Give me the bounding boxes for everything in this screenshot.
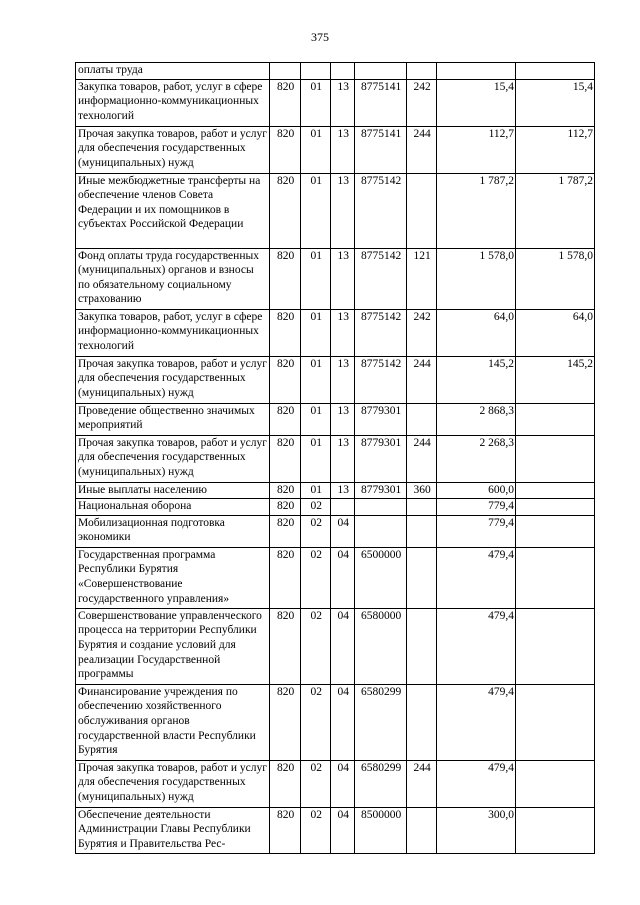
- row-csr: 8775142: [355, 248, 407, 309]
- row-rz: 01: [301, 126, 331, 173]
- row-sum1: 2 868,3: [437, 403, 516, 435]
- table-body: [76, 63, 595, 854]
- row-rz: 02: [301, 760, 331, 807]
- row-vr: 244: [407, 760, 437, 807]
- row-name: Прочая закупка товаров, работ и услуг для обеспечения государственных (муниципальных) нужд: [76, 435, 270, 482]
- row-pr: 04: [331, 760, 355, 807]
- row-rz: 02: [301, 515, 331, 547]
- row-ved: 820: [270, 760, 301, 807]
- table-row: [76, 608, 595, 684]
- row-sum2: 15,4: [516, 79, 595, 126]
- row-ved: 820: [270, 807, 301, 853]
- row-vr: [407, 403, 437, 435]
- row-csr: 8500000: [355, 807, 407, 853]
- row-vr: 244: [407, 435, 437, 482]
- row-sum1: 479,4: [437, 684, 516, 760]
- row-rz: 01: [301, 309, 331, 356]
- row-ved: 820: [270, 547, 301, 608]
- row-name: Финансирование учреждения по обеспечению хозяйственного обслуживания органов государственной власти Республики Бурятия: [76, 684, 270, 760]
- row-vr: 242: [407, 79, 437, 126]
- row-csr: 8779301: [355, 482, 407, 499]
- row-sum1: 64,0: [437, 309, 516, 356]
- row-ved: 820: [270, 499, 301, 516]
- row-sum2: 1 787,2: [516, 173, 595, 248]
- row-sum2: 112,7: [516, 126, 595, 173]
- row-vr: [407, 608, 437, 684]
- row-sum2: 64,0: [516, 309, 595, 356]
- row-csr: 6580000: [355, 608, 407, 684]
- row-sum1: 112,7: [437, 126, 516, 173]
- row-ved: 820: [270, 126, 301, 173]
- row-pr: 04: [331, 547, 355, 608]
- row-csr: [355, 499, 407, 516]
- table-row: [76, 515, 595, 547]
- row-ved: 820: [270, 515, 301, 547]
- table-row: [76, 547, 595, 608]
- row-pr: 04: [331, 684, 355, 760]
- row-name: Обеспечение деятельности Администрации Главы Республики Бурятия и Правительства Рес-: [76, 807, 270, 853]
- row-rz: 02: [301, 684, 331, 760]
- row-vr: [407, 499, 437, 516]
- row-sum2: [516, 807, 595, 853]
- table-row: [76, 684, 595, 760]
- row-name: Закупка товаров, работ, услуг в сфере информационно-коммуникационных технологий: [76, 309, 270, 356]
- row-sum2: [516, 684, 595, 760]
- row-ved: 820: [270, 482, 301, 499]
- row-sum1: 1 578,0: [437, 248, 516, 309]
- row-sum1: 600,0: [437, 482, 516, 499]
- row-sum2: [516, 547, 595, 608]
- row-csr: 8775141: [355, 79, 407, 126]
- row-csr: 8779301: [355, 435, 407, 482]
- row-ved: 820: [270, 79, 301, 126]
- table-row: [76, 173, 595, 248]
- row-name: Прочая закупка товаров, работ и услуг для обеспечения государственных (муниципальных) нужд: [76, 126, 270, 173]
- row-vr: [407, 807, 437, 853]
- row-vr: 242: [407, 309, 437, 356]
- row-ved: 820: [270, 173, 301, 248]
- row-vr: [407, 63, 437, 80]
- table-row: [76, 435, 595, 482]
- row-rz: 01: [301, 248, 331, 309]
- row-rz: 01: [301, 356, 331, 403]
- row-ved: [270, 63, 301, 80]
- row-csr: 6500000: [355, 547, 407, 608]
- row-name: Фонд оплаты труда государственных (муниципальных) органов и взносы по обязательному социальному страхованию: [76, 248, 270, 309]
- row-sum2: 145,2: [516, 356, 595, 403]
- row-name: оплаты труда: [76, 63, 270, 80]
- row-rz: 02: [301, 807, 331, 853]
- row-pr: 04: [331, 807, 355, 853]
- row-ved: 820: [270, 356, 301, 403]
- row-rz: [301, 63, 331, 80]
- table-row: [76, 126, 595, 173]
- row-csr: [355, 515, 407, 547]
- table-row: [76, 309, 595, 356]
- row-vr: [407, 684, 437, 760]
- row-vr: 244: [407, 126, 437, 173]
- row-sum2: [516, 403, 595, 435]
- table-row: [76, 499, 595, 516]
- row-sum1: [437, 63, 516, 80]
- table-row: [76, 248, 595, 309]
- row-name: Прочая закупка товаров, работ и услуг для обеспечения государственных (муниципальных) нужд: [76, 356, 270, 403]
- row-name: Государственная программа Республики Бурятия «Совершенствование государственного управления»: [76, 547, 270, 608]
- row-ved: 820: [270, 435, 301, 482]
- table-row: [76, 760, 595, 807]
- row-sum1: 779,4: [437, 499, 516, 516]
- row-vr: 244: [407, 356, 437, 403]
- budget-table: [75, 62, 595, 854]
- row-pr: 04: [331, 515, 355, 547]
- row-csr: 6580299: [355, 760, 407, 807]
- row-name: Совершенствование управленческого процесса на территории Республики Бурятия и создание условий для реализации Государственной программы: [76, 608, 270, 684]
- table-row: [76, 79, 595, 126]
- row-pr: 13: [331, 173, 355, 248]
- row-pr: 13: [331, 309, 355, 356]
- row-name: Национальная оборона: [76, 499, 270, 516]
- row-csr: [355, 63, 407, 80]
- table-row: [76, 356, 595, 403]
- row-vr: [407, 515, 437, 547]
- row-pr: 13: [331, 435, 355, 482]
- row-rz: 01: [301, 173, 331, 248]
- row-sum1: 300,0: [437, 807, 516, 853]
- row-sum1: 15,4: [437, 79, 516, 126]
- row-sum1: 145,2: [437, 356, 516, 403]
- row-pr: 04: [331, 608, 355, 684]
- row-sum2: [516, 515, 595, 547]
- row-sum1: 779,4: [437, 515, 516, 547]
- row-sum2: [516, 435, 595, 482]
- row-sum2: 1 578,0: [516, 248, 595, 309]
- row-pr: 13: [331, 126, 355, 173]
- row-pr: 13: [331, 356, 355, 403]
- row-csr: 8775142: [355, 309, 407, 356]
- row-pr: [331, 63, 355, 80]
- table-row: [76, 63, 595, 80]
- row-ved: 820: [270, 608, 301, 684]
- row-sum2: [516, 608, 595, 684]
- row-rz: 02: [301, 608, 331, 684]
- row-sum1: 479,4: [437, 608, 516, 684]
- row-ved: 820: [270, 684, 301, 760]
- row-csr: 8779301: [355, 403, 407, 435]
- row-csr: 8775141: [355, 126, 407, 173]
- row-name: Мобилизационная подготовка экономики: [76, 515, 270, 547]
- row-pr: 13: [331, 79, 355, 126]
- row-pr: 13: [331, 248, 355, 309]
- row-rz: 01: [301, 435, 331, 482]
- row-csr: 8775142: [355, 356, 407, 403]
- row-ved: 820: [270, 248, 301, 309]
- row-sum2: [516, 63, 595, 80]
- row-pr: [331, 499, 355, 516]
- row-sum1: 479,4: [437, 547, 516, 608]
- row-name: Иные выплаты населению: [76, 482, 270, 499]
- row-sum1: 1 787,2: [437, 173, 516, 248]
- row-csr: 6580299: [355, 684, 407, 760]
- row-vr: 360: [407, 482, 437, 499]
- row-name: Иные межбюджетные трансферты на обеспечение членов Совета Федерации и их помощников в субъектах Российской Федерации: [76, 173, 270, 248]
- row-sum2: [516, 482, 595, 499]
- row-sum1: 2 268,3: [437, 435, 516, 482]
- row-csr: 8775142: [355, 173, 407, 248]
- row-name: Закупка товаров, работ, услуг в сфере информационно-коммуникационных технологий: [76, 79, 270, 126]
- row-sum2: [516, 499, 595, 516]
- row-rz: 02: [301, 547, 331, 608]
- row-rz: 01: [301, 403, 331, 435]
- table-row: [76, 482, 595, 499]
- row-sum2: [516, 760, 595, 807]
- row-rz: 01: [301, 79, 331, 126]
- row-pr: 13: [331, 482, 355, 499]
- row-vr: [407, 173, 437, 248]
- row-vr: [407, 547, 437, 608]
- table-row: [76, 403, 595, 435]
- table-row: [76, 807, 595, 853]
- row-sum1: 479,4: [437, 760, 516, 807]
- row-name: Проведение общественно значимых мероприятий: [76, 403, 270, 435]
- row-name: Прочая закупка товаров, работ и услуг для обеспечения государственных (муниципальных) нужд: [76, 760, 270, 807]
- row-rz: 02: [301, 499, 331, 516]
- row-pr: 13: [331, 403, 355, 435]
- row-ved: 820: [270, 309, 301, 356]
- row-vr: 121: [407, 248, 437, 309]
- row-rz: 01: [301, 482, 331, 499]
- page-number: 375: [311, 30, 329, 44]
- row-ved: 820: [270, 403, 301, 435]
